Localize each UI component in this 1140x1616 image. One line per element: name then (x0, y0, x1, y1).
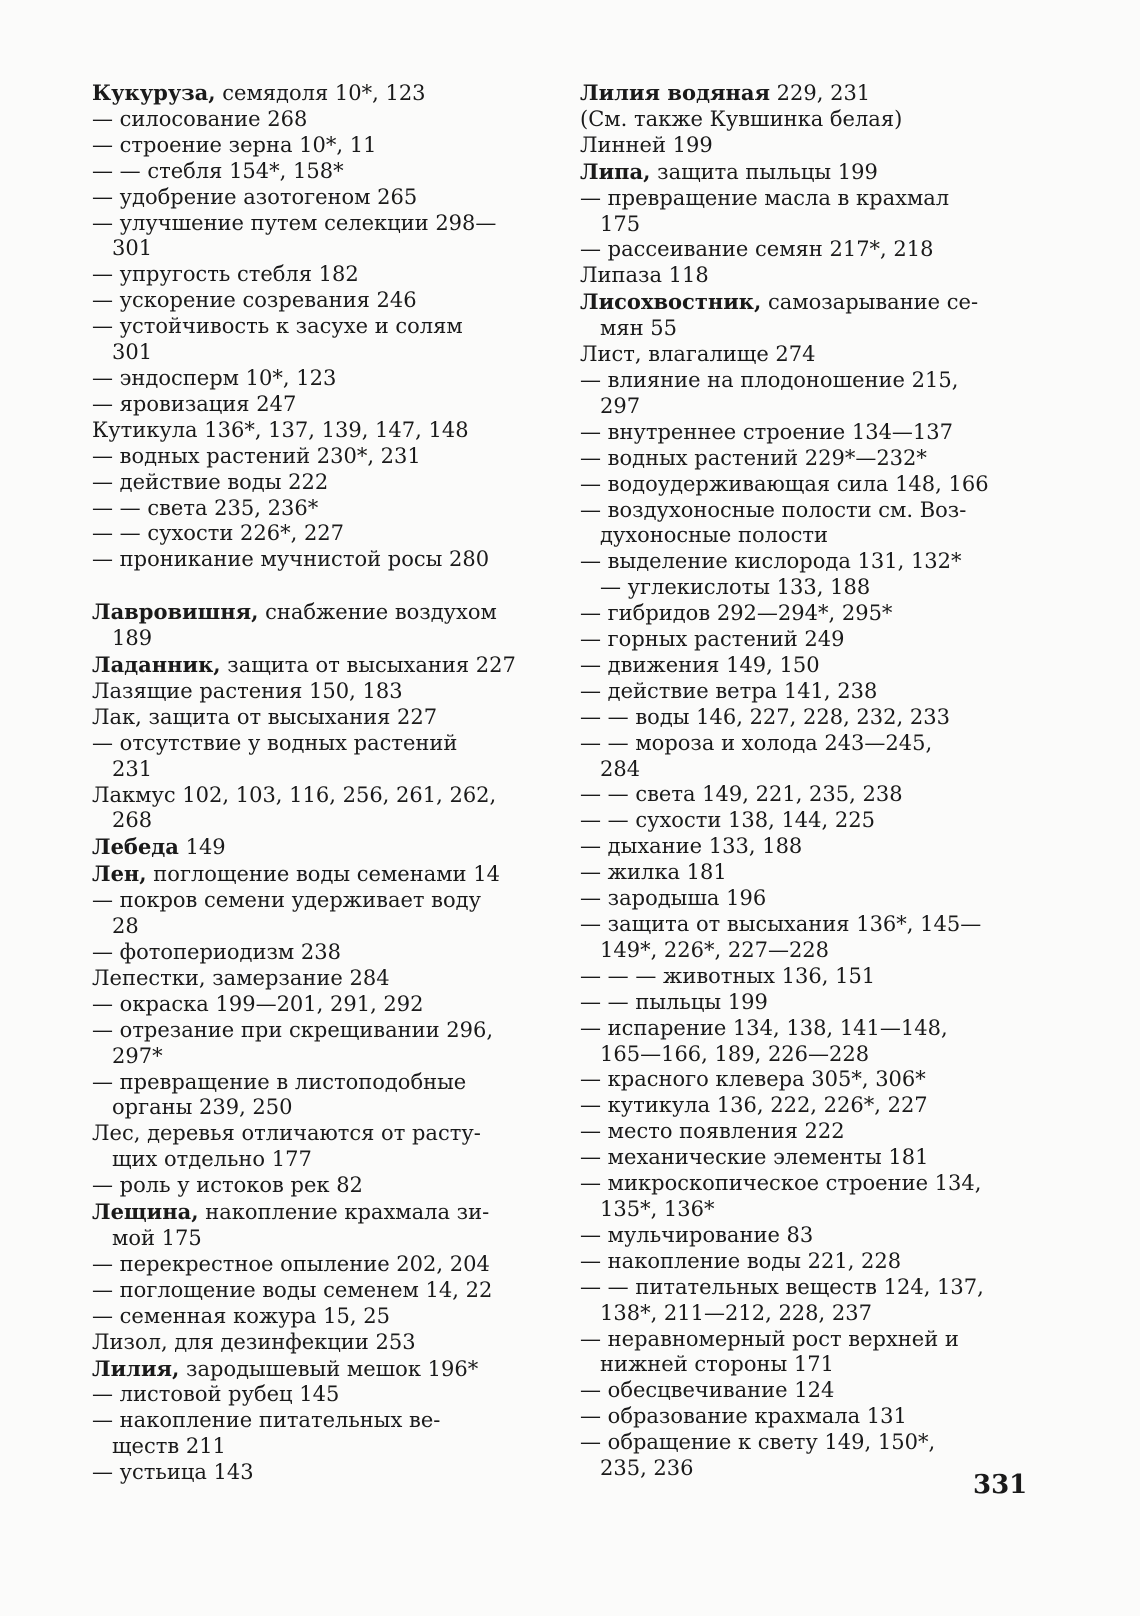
index-entry-text: 28 (112, 914, 139, 939)
index-entry-text: — обесцвечивание 124 (580, 1378, 835, 1403)
index-entry-text: — горных растений 249 (580, 627, 845, 652)
index-entry (92, 1356, 552, 1383)
index-entry-text: защита пыльцы 199 (650, 159, 878, 184)
index-entry (92, 1173, 552, 1199)
index-headword: Ладанник, (92, 652, 221, 678)
index-entry (92, 133, 552, 159)
index-entry-text: — — — животных 136, 151 (580, 963, 876, 988)
index-entry-text: — накопление питательных ве- (92, 1408, 441, 1433)
index-entry (580, 1430, 1040, 1456)
index-entry-text: — превращение в листоподобные (92, 1069, 467, 1094)
index-headword: Лисохвостник, (580, 289, 762, 315)
index-entry-text: — листовой рубец 145 (92, 1382, 340, 1407)
index-entry (580, 289, 1040, 316)
index-entry (580, 549, 1040, 575)
index-entry-text: — неравномерный рост верхней и (580, 1326, 959, 1351)
index-entry (92, 1226, 552, 1252)
index-entry-text: 175 (600, 211, 641, 236)
index-entry (92, 159, 552, 185)
index-entry (580, 782, 1040, 808)
index-entry (580, 1327, 1040, 1353)
index-entry (580, 237, 1040, 263)
index-entry-text: — упругость стебля 182 (92, 262, 359, 287)
index-entry (580, 886, 1040, 912)
index-entry-text: — место появления 222 (580, 1119, 845, 1144)
index-entry-text: — — света 235, 236* (92, 495, 319, 520)
index-entry (92, 1121, 552, 1147)
index-entry (580, 627, 1040, 653)
index-entry-text: — защита от высыхания 136*, 145— (580, 912, 982, 936)
index-entry (92, 1070, 552, 1096)
index-entry-text: снабжение воздухом (258, 600, 497, 625)
index-entry (580, 808, 1040, 834)
index-entry-text: 297* (112, 1043, 163, 1068)
index-headword: Лилия, (92, 1355, 180, 1381)
index-entry (92, 757, 552, 783)
index-entry (92, 1044, 552, 1070)
index-entry-text: — — питательных веществ 124, 137, (580, 1274, 984, 1299)
index-entry (92, 599, 552, 626)
index-entry-text: — мульчирование 83 (580, 1222, 814, 1247)
index-entry (580, 938, 1040, 964)
index-entry (92, 80, 552, 107)
index-entry (92, 808, 552, 834)
index-entry (92, 392, 552, 418)
index-entry (92, 340, 552, 366)
index-entry-text: — устьица 143 (92, 1460, 254, 1485)
index-entry (580, 964, 1040, 990)
index-entry (92, 236, 552, 262)
index-entry-text: 284 (600, 756, 641, 781)
index-entry (580, 316, 1040, 342)
index-entry (92, 1199, 552, 1226)
index-entry (92, 444, 552, 470)
index-entry (580, 186, 1040, 212)
index-entry-text: — яровизация 247 (92, 391, 297, 416)
index-entry (580, 394, 1040, 420)
index-entry-text: — жилка 181 (580, 860, 727, 885)
index-entry (92, 288, 552, 314)
index-entry (92, 314, 552, 340)
index-entry (92, 1304, 552, 1330)
index-entry-text: — отсутствие у водных растений (92, 730, 458, 755)
index-entry (580, 731, 1040, 757)
index-entry-text: духоносные полости (600, 523, 828, 548)
index-entry (92, 940, 552, 966)
index-entry-text: 135*, 136* (600, 1196, 715, 1221)
index-entry (92, 521, 552, 547)
index-entry-text: — — сухости 226*, 227 (92, 521, 345, 546)
index-entry (580, 1223, 1040, 1249)
index-entry (580, 1016, 1040, 1042)
index-entry-text: 138*, 211—212, 228, 237 (600, 1300, 872, 1325)
index-entry (92, 496, 552, 522)
index-entry (92, 992, 552, 1018)
index-entry-text: щих отдельно 177 (112, 1147, 312, 1172)
index-entry (92, 418, 552, 444)
index-entry (580, 1093, 1040, 1119)
index-entry-text: — силосование 268 (92, 106, 308, 131)
index-entry (92, 679, 552, 705)
index-entry-text: — отрезание при скрещивании 296, (92, 1017, 494, 1042)
index-entry-text: Кутикула 136*, 137, 139, 147, 148 (92, 417, 469, 442)
index-entry-text: — внутреннее строение 134—137 (580, 419, 954, 444)
index-entry (580, 757, 1040, 783)
index-entry-text: — окраска 199—201, 291, 292 (92, 991, 424, 1016)
index-entry-text: — — сухости 138, 144, 225 (580, 808, 875, 833)
index-entry-text: зародышевый мешок 196* (179, 1356, 479, 1381)
index-entry-text: органы 239, 250 (112, 1095, 293, 1120)
index-entry (92, 1018, 552, 1044)
index-entry-text: — кутикула 136, 222, 226*, 227 (580, 1093, 928, 1118)
index-entry-text: Лес, деревья отличаются от расту- (92, 1121, 481, 1146)
index-entry-text: мян 55 (600, 316, 677, 341)
index-entry (92, 626, 552, 652)
index-entry-text: — водоудерживающая сила 148, 166 (580, 471, 989, 496)
index-entry-text: — воздухоносные полости см. Воз- (580, 497, 967, 522)
index-entry (580, 1067, 1040, 1093)
index-entry (580, 834, 1040, 860)
index-entry-text: ществ 211 (112, 1434, 226, 1459)
index-entry (580, 368, 1040, 394)
index-entry (92, 834, 552, 861)
index-entry (92, 1382, 552, 1408)
index-entry-text: Лизол, для дезинфекции 253 (92, 1329, 416, 1354)
index-entry-text: 301 (112, 340, 153, 365)
index-entry (92, 1252, 552, 1278)
index-entry-text: — превращение масла в крахмал (580, 185, 950, 210)
index-entry-text: накопление крахмала зи- (198, 1200, 490, 1225)
index-entry-text: Лакмус 102, 103, 116, 256, 261, 262, (92, 782, 497, 807)
index-entry (580, 1301, 1040, 1327)
index-entry (92, 1434, 552, 1460)
index-entry (580, 653, 1040, 679)
index-entry-text: 231 (112, 756, 153, 781)
index-entry-text: — ускорение созревания 246 (92, 288, 417, 313)
index-entry (580, 523, 1040, 549)
index-entry-text: — покров семени удерживает воду (92, 888, 481, 913)
index-entry-text: — образование крахмала 131 (580, 1404, 907, 1429)
index-entry (92, 262, 552, 288)
index-headword: Лещина, (92, 1199, 199, 1225)
index-entry (92, 211, 552, 237)
index-entry (580, 133, 1040, 159)
index-entry-text: 235, 236 (600, 1456, 694, 1481)
index-entry-text: 149 (178, 835, 226, 860)
index-entry-text: нижней стороны 171 (600, 1352, 834, 1377)
index-entry (92, 705, 552, 731)
index-column-right (580, 80, 1040, 1482)
index-entry-text: — эндосперм 10*, 123 (92, 365, 337, 390)
index-entry (580, 342, 1040, 368)
index-entry (580, 1275, 1040, 1301)
index-entry-text: — углекислоты 133, 188 (600, 575, 871, 600)
index-entry-text: мой 175 (112, 1225, 202, 1250)
index-entry-text: — влияние на плодоношение 215, (580, 367, 959, 392)
index-entry (92, 1460, 552, 1486)
index-entry-text: — действие воды 222 (92, 469, 329, 494)
index-entry (92, 914, 552, 940)
index-entry-text: 301 (112, 236, 153, 261)
index-headword: Кукуруза, (92, 80, 216, 105)
index-entry (92, 1095, 552, 1121)
index-entry (92, 966, 552, 992)
index-entry (580, 1119, 1040, 1145)
index-entry (580, 263, 1040, 289)
index-entry-text: — механические элементы 181 (580, 1145, 929, 1170)
index-entry-text: — водных растений 229*—232* (580, 445, 927, 470)
index-entry (92, 1278, 552, 1304)
index-entry (580, 860, 1040, 886)
index-entry-text: — — мороза и холода 243—245, (580, 730, 933, 755)
index-entry (580, 80, 1040, 107)
index-entry-text: поглощение воды семенами 14 (146, 862, 500, 887)
index-entry-text: 268 (112, 808, 153, 833)
page-number: 331 (973, 1470, 1028, 1500)
index-entry (580, 575, 1040, 601)
index-entry-text: 297 (600, 393, 641, 418)
index-entry-text: — — воды 146, 227, 228, 232, 233 (580, 704, 950, 729)
index-entry-text: 149*, 226*, 227—228 (600, 937, 830, 962)
index-entry (580, 601, 1040, 627)
index-entry-text: защита от высыхания 227 (220, 653, 516, 678)
index-entry-text: — обращение к свету 149, 150*, (580, 1430, 936, 1455)
index-entry (580, 1404, 1040, 1430)
index-entry-text: Линней 199 (580, 132, 713, 157)
index-entry (580, 1456, 1040, 1482)
index-entry-text: 229, 231 (769, 81, 871, 105)
index-entry-text: — зародыша 196 (580, 886, 767, 911)
index-entry-text: — — пыльцы 199 (580, 989, 768, 1014)
index-entry-text: 189 (112, 626, 153, 651)
index-entry (92, 1330, 552, 1356)
index-entry (92, 1408, 552, 1434)
index-entry (92, 783, 552, 809)
index-entry (580, 1352, 1040, 1378)
index-entry-text: — накопление воды 221, 228 (580, 1248, 902, 1273)
index-entry-text: — семенная кожура 15, 25 (92, 1303, 390, 1328)
index-headword: Лебеда (92, 834, 179, 860)
index-entry (92, 185, 552, 211)
index-entry-text: — фотопериодизм 238 (92, 940, 341, 964)
index-entry-text: — устойчивость к засухе и солям (92, 314, 463, 339)
index-entry-text: Лак, защита от высыхания 227 (92, 704, 438, 729)
index-entry-text: — действие ветра 141, 238 (580, 678, 878, 703)
index-headword: Лавровишня, (92, 599, 259, 625)
index-entry-text: — гибридов 292—294*, 295* (580, 601, 893, 626)
index-entry (580, 1042, 1040, 1068)
index-entry (92, 470, 552, 496)
index-entry-text: — микроскопическое строение 134, (580, 1171, 982, 1196)
index-entry (92, 861, 552, 888)
index-entry-text: самозарывание се- (761, 290, 979, 315)
index-entry-text: — поглощение воды семенем 14, 22 (92, 1277, 493, 1302)
index-entry-text: — улучшение путем селекции 298— (92, 210, 497, 235)
index-entry (580, 1145, 1040, 1171)
index-entry-text: (См. также Кувшинка белая) (580, 106, 903, 131)
index-entry-text: — красного клевера 305*, 306* (580, 1067, 926, 1092)
index-entry-text: — рассеивание семян 217*, 218 (580, 237, 934, 262)
index-entry (580, 679, 1040, 705)
index-entry-text: — роль у истоков рек 82 (92, 1173, 363, 1198)
index-entry (580, 107, 1040, 133)
index-entry-text: Лазящие растения 150, 183 (92, 678, 403, 703)
index-entry (580, 1378, 1040, 1404)
index-entry (580, 472, 1040, 498)
index-entry (92, 107, 552, 133)
index-entry-text: — перекрестное опыление 202, 204 (92, 1251, 490, 1276)
index-entry-text: Лист, влагалище 274 (580, 342, 816, 367)
index-entry-text: семядоля 10*, 123 (215, 81, 426, 105)
index-entry-text: — выделение кислорода 131, 132* (580, 549, 962, 574)
index-entry-text: — удобрение азотогеном 265 (92, 184, 418, 209)
index-entry-text: — движения 149, 150 (580, 652, 820, 677)
index-entry (92, 366, 552, 392)
index-entry-text: — водных растений 230*, 231 (92, 443, 421, 468)
index-entry (580, 420, 1040, 446)
index-entry (580, 912, 1040, 938)
index-entry-text: — дыхание 133, 188 (580, 834, 803, 859)
index-entry (92, 1147, 552, 1173)
index-entry (580, 159, 1040, 186)
index-entry-text: Липаза 118 (580, 263, 709, 288)
index-entry (92, 731, 552, 757)
index-entry-text: — строение зерна 10*, 11 (92, 132, 377, 157)
index-headword: Лен, (92, 861, 147, 887)
index-entry (92, 888, 552, 914)
index-entry (580, 1249, 1040, 1275)
index-entry-text: Лепестки, замерзание 284 (92, 965, 390, 990)
index-entry-text: — — стебля 154*, 158* (92, 158, 344, 183)
index-entry (580, 212, 1040, 238)
index-entry (580, 1171, 1040, 1197)
index-column-left (92, 80, 552, 1486)
index-entry (580, 446, 1040, 472)
index-entry-text: — проникание мучнистой росы 280 (92, 547, 490, 572)
index-entry (580, 498, 1040, 524)
index-entry (580, 705, 1040, 731)
index-headword: Липа, (580, 158, 651, 184)
index-entry-text: — — света 149, 221, 235, 238 (580, 782, 903, 807)
index-entry (92, 652, 552, 679)
index-entry-text: 165—166, 189, 226—228 (600, 1041, 870, 1066)
index-headword: Лилия водяная (580, 80, 770, 105)
index-entry (580, 990, 1040, 1016)
index-entry-text: — испарение 134, 138, 141—148, (580, 1015, 948, 1040)
index-entry (580, 1197, 1040, 1223)
index-entry (92, 547, 552, 573)
